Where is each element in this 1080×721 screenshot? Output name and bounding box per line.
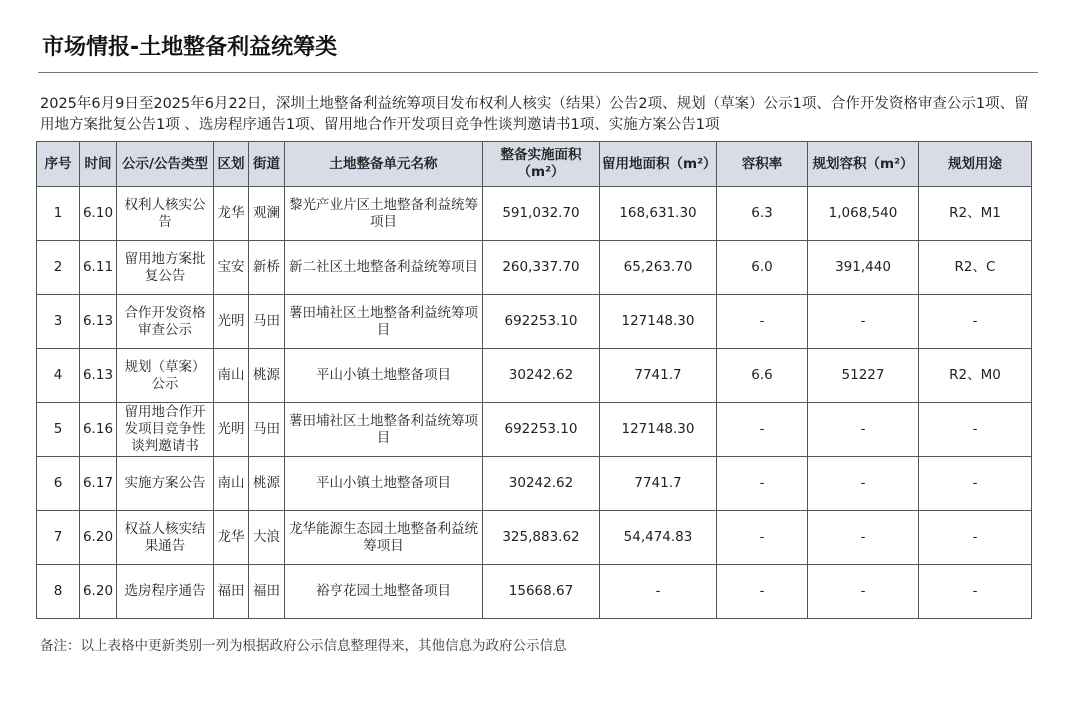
- cell-index: 5: [37, 403, 80, 457]
- cell-planned-use: -: [919, 565, 1032, 619]
- cell-index: 8: [37, 565, 80, 619]
- cell-planned-use: -: [919, 457, 1032, 511]
- header-implementation-area: 整备实施面积（m²）: [483, 142, 600, 187]
- cell-reserved-land-area: 7741.7: [600, 457, 717, 511]
- cell-reserved-land-area: 65,263.70: [600, 241, 717, 295]
- cell-street: 马田: [249, 295, 285, 349]
- table-header-row: [37, 142, 1032, 187]
- cell-district: 福田: [214, 565, 249, 619]
- cell-planned-use: -: [919, 511, 1032, 565]
- table-row: [37, 403, 1032, 457]
- cell-street: 观澜: [249, 187, 285, 241]
- cell-notice-type: 规划（草案）公示: [117, 349, 214, 403]
- header-planned-capacity: 规划容积（m²）: [808, 142, 919, 187]
- table-row: [37, 295, 1032, 349]
- cell-planned-capacity: -: [808, 403, 919, 457]
- cell-index: 4: [37, 349, 80, 403]
- cell-implementation-area: 692253.10: [483, 295, 600, 349]
- cell-reserved-land-area: 54,474.83: [600, 511, 717, 565]
- cell-planned-use: -: [919, 295, 1032, 349]
- page-title: 市场情报-土地整备利益统筹类: [42, 35, 338, 60]
- table-row: [37, 565, 1032, 619]
- summary-text: 2025年6月9日至2025年6月22日，深圳土地整备利益统筹项目发布权利人核实（结果）公告2项、规划（草案）公示1项、合作开发资格审查公示1项、留用地方案批复公告1项 、选房程序通告1项、留用地合作开发项目竞争性谈判邀请书1项、实施方案公告1项: [40, 96, 1029, 133]
- cell-date: 6.11: [80, 241, 117, 295]
- cell-street: 桃源: [249, 457, 285, 511]
- cell-street: 大浪: [249, 511, 285, 565]
- cell-plot-ratio: -: [717, 565, 808, 619]
- cell-implementation-area: 30242.62: [483, 457, 600, 511]
- cell-plot-ratio: -: [717, 295, 808, 349]
- header-date: 时间: [80, 142, 117, 187]
- cell-notice-type: 合作开发资格审查公示: [117, 295, 214, 349]
- cell-planned-use: R2、C: [919, 241, 1032, 295]
- cell-planned-use: R2、M1: [919, 187, 1032, 241]
- cell-notice-type: 权利人核实公告: [117, 187, 214, 241]
- table-row: [37, 349, 1032, 403]
- header-unit-name: 土地整备单元名称: [285, 142, 483, 187]
- cell-street: 桃源: [249, 349, 285, 403]
- cell-unit-name: 薯田埔社区土地整备利益统筹项目: [285, 403, 483, 457]
- cell-unit-name: 新二社区土地整备利益统筹项目: [285, 241, 483, 295]
- table-row: [37, 457, 1032, 511]
- cell-notice-type: 留用地方案批复公告: [117, 241, 214, 295]
- cell-planned-capacity: 391,440: [808, 241, 919, 295]
- cell-notice-type: 留用地合作开发项目竞争性谈判邀请书: [117, 403, 214, 457]
- cell-index: 3: [37, 295, 80, 349]
- cell-unit-name: 薯田埔社区土地整备利益统筹项目: [285, 295, 483, 349]
- land-consolidation-table: [36, 141, 1032, 619]
- cell-plot-ratio: -: [717, 403, 808, 457]
- cell-reserved-land-area: 127148.30: [600, 295, 717, 349]
- cell-unit-name: 黎光产业片区土地整备利益统筹项目: [285, 187, 483, 241]
- cell-district: 光明: [214, 403, 249, 457]
- cell-district: 宝安: [214, 241, 249, 295]
- cell-planned-use: R2、M0: [919, 349, 1032, 403]
- cell-planned-capacity: -: [808, 457, 919, 511]
- cell-district: 南山: [214, 457, 249, 511]
- cell-plot-ratio: -: [717, 511, 808, 565]
- cell-planned-capacity: -: [808, 565, 919, 619]
- cell-district: 光明: [214, 295, 249, 349]
- header-notice-type: 公示/公告类型: [117, 142, 214, 187]
- cell-street: 新桥: [249, 241, 285, 295]
- cell-planned-capacity: 51227: [808, 349, 919, 403]
- cell-planned-capacity: 1,068,540: [808, 187, 919, 241]
- cell-plot-ratio: -: [717, 457, 808, 511]
- cell-unit-name: 平山小镇土地整备项目: [285, 457, 483, 511]
- cell-street: 马田: [249, 403, 285, 457]
- cell-planned-capacity: -: [808, 295, 919, 349]
- cell-index: 1: [37, 187, 80, 241]
- cell-notice-type: 权益人核实结果通告: [117, 511, 214, 565]
- cell-date: 6.13: [80, 295, 117, 349]
- cell-street: 福田: [249, 565, 285, 619]
- header-street: 街道: [249, 142, 285, 187]
- header-reserved-land-area: 留用地面积（m²）: [600, 142, 717, 187]
- cell-implementation-area: 30242.62: [483, 349, 600, 403]
- cell-planned-capacity: -: [808, 511, 919, 565]
- cell-notice-type: 选房程序通告: [117, 565, 214, 619]
- cell-district: 龙华: [214, 511, 249, 565]
- header-planned-use: 规划用途: [919, 142, 1032, 187]
- cell-unit-name: 龙华能源生态园土地整备利益统筹项目: [285, 511, 483, 565]
- cell-reserved-land-area: 168,631.30: [600, 187, 717, 241]
- table-row: [37, 187, 1032, 241]
- cell-implementation-area: 15668.67: [483, 565, 600, 619]
- cell-plot-ratio: 6.0: [717, 241, 808, 295]
- cell-date: 6.13: [80, 349, 117, 403]
- cell-date: 6.20: [80, 565, 117, 619]
- cell-date: 6.16: [80, 403, 117, 457]
- cell-index: 2: [37, 241, 80, 295]
- cell-implementation-area: 692253.10: [483, 403, 600, 457]
- cell-reserved-land-area: 7741.7: [600, 349, 717, 403]
- cell-district: 南山: [214, 349, 249, 403]
- table-row: [37, 511, 1032, 565]
- cell-date: 6.20: [80, 511, 117, 565]
- cell-index: 6: [37, 457, 80, 511]
- cell-notice-type: 实施方案公告: [117, 457, 214, 511]
- cell-planned-use: -: [919, 403, 1032, 457]
- cell-implementation-area: 260,337.70: [483, 241, 600, 295]
- title-divider: [38, 72, 1038, 73]
- cell-plot-ratio: 6.6: [717, 349, 808, 403]
- cell-reserved-land-area: -: [600, 565, 717, 619]
- header-plot-ratio: 容积率: [717, 142, 808, 187]
- table-row: [37, 241, 1032, 295]
- cell-district: 龙华: [214, 187, 249, 241]
- cell-unit-name: 裕亨花园土地整备项目: [285, 565, 483, 619]
- cell-index: 7: [37, 511, 80, 565]
- header-district: 区划: [214, 142, 249, 187]
- cell-plot-ratio: 6.3: [717, 187, 808, 241]
- cell-unit-name: 平山小镇土地整备项目: [285, 349, 483, 403]
- cell-implementation-area: 325,883.62: [483, 511, 600, 565]
- header-index: 序号: [37, 142, 80, 187]
- cell-reserved-land-area: 127148.30: [600, 403, 717, 457]
- cell-date: 6.10: [80, 187, 117, 241]
- cell-implementation-area: 591,032.70: [483, 187, 600, 241]
- cell-date: 6.17: [80, 457, 117, 511]
- footnote: 备注：以上表格中更新类别一列为根据政府公示信息整理得来，其他信息为政府公示信息: [40, 638, 567, 654]
